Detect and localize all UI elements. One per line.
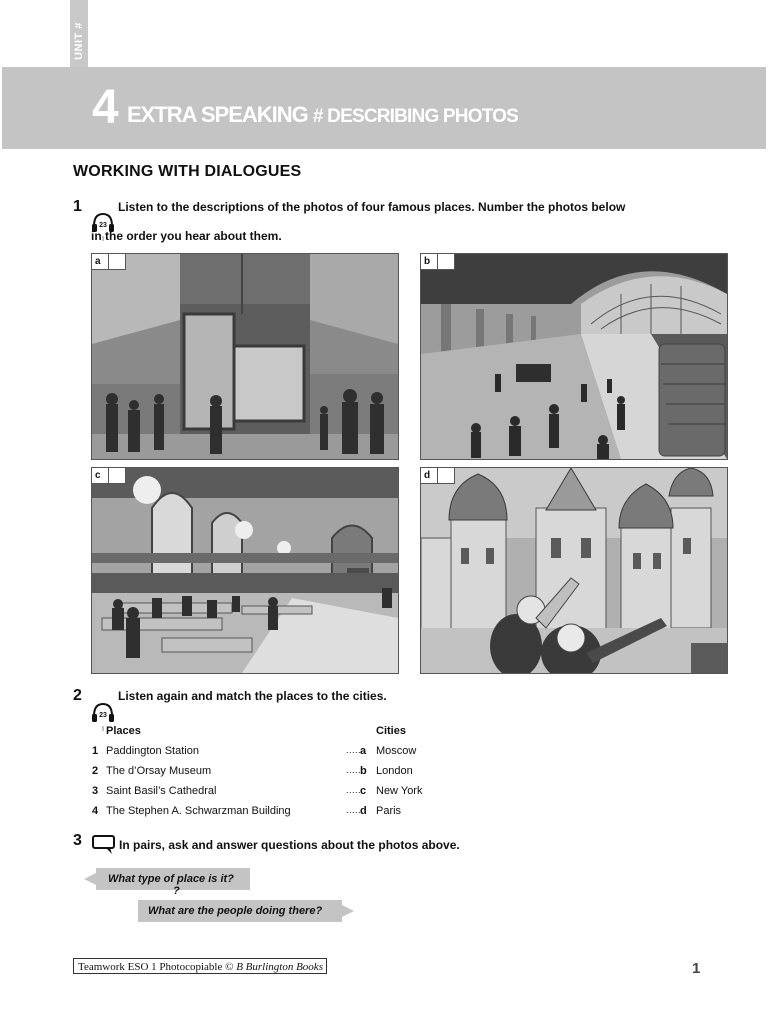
photo-d-answer-box[interactable] xyxy=(438,468,455,484)
library-reading-room-photo xyxy=(92,468,398,673)
publisher-logo: B Burlington Books xyxy=(236,961,323,973)
footer-text: Teamwork ESO 1 Photocopiable © xyxy=(78,961,234,973)
cities-header: Cities xyxy=(376,725,406,737)
exercise-1-instruction-line-2: in the order you hear about them. xyxy=(91,229,282,243)
place-name: Saint Basil’s Cathedral xyxy=(106,785,217,797)
city-letter: b xyxy=(360,765,367,777)
audio-track-number: 23 xyxy=(99,712,107,719)
unit-number: 4 xyxy=(92,81,117,134)
cathedral-domes-photo xyxy=(421,468,727,673)
page-title xyxy=(127,101,518,131)
row-number: 3 xyxy=(92,785,99,797)
unit-tab-label: UNIT # xyxy=(73,22,85,60)
answer-blank[interactable]: ..... xyxy=(346,765,362,775)
question-1-text: What type of place is it? xyxy=(108,873,234,885)
photo-b xyxy=(420,253,728,460)
place-name: Paddington Station xyxy=(106,745,199,757)
speech-bubble-icon xyxy=(92,835,116,855)
city-name: Paris xyxy=(376,805,402,817)
city-name: Moscow xyxy=(376,745,417,757)
place-name: The d’Orsay Museum xyxy=(106,765,212,777)
photo-d-label: d xyxy=(421,468,438,484)
photo-d xyxy=(420,467,728,674)
speech-bubble-question-2 xyxy=(138,900,342,922)
row-number: 4 xyxy=(92,805,99,817)
exercise-3-number: 3 xyxy=(73,832,82,849)
section-title: WORKING WITH DIALOGUES xyxy=(73,163,302,180)
title-sub: # DESCRIBING PHOTOS xyxy=(312,106,519,127)
photo-c xyxy=(91,467,399,674)
places-header: Places xyxy=(106,725,141,737)
photo-a-answer-box[interactable] xyxy=(109,254,126,270)
museum-gallery-photo xyxy=(92,254,398,459)
city-name: London xyxy=(376,765,413,777)
row-number: 2 xyxy=(92,765,99,777)
photo-b-label: b xyxy=(421,254,438,270)
answer-blank[interactable]: ..... xyxy=(346,805,362,815)
footer-credit xyxy=(73,958,327,974)
exercise-1-number: 1 xyxy=(73,198,82,215)
question-2-text: What are the people doing there? xyxy=(148,905,323,917)
title-main: EXTRA SPEAKING xyxy=(127,102,308,127)
question-mark: ? xyxy=(173,885,180,897)
photo-c-label: c xyxy=(92,468,109,484)
city-name: New York xyxy=(376,785,423,797)
photo-c-answer-box[interactable] xyxy=(109,468,126,484)
city-letter: c xyxy=(360,785,367,797)
train-station-photo xyxy=(421,254,727,459)
exercise-2-number: 2 xyxy=(73,687,82,704)
photo-a-label: a xyxy=(92,254,109,270)
row-number: 1 xyxy=(92,745,99,757)
answer-blank[interactable]: ..... xyxy=(346,785,362,795)
exercise-2-instruction: Listen again and match the places to the cities. xyxy=(118,689,387,703)
exercise-1-instruction-line-1: Listen to the descriptions of the photos of four famous places. Number the photos below xyxy=(118,200,626,214)
audio-track-number: 23 xyxy=(99,222,107,229)
photo-a xyxy=(91,253,399,460)
page-number: 1 xyxy=(692,960,701,977)
photo-b-answer-box[interactable] xyxy=(438,254,455,270)
answer-blank[interactable]: ..... xyxy=(346,745,362,755)
exercise-3-instruction: In pairs, ask and answer questions about the photos above. xyxy=(119,838,460,852)
city-letter: d xyxy=(360,805,367,817)
city-letter: a xyxy=(360,745,367,757)
place-name: The Stephen A. Schwarzman Building xyxy=(106,805,291,817)
